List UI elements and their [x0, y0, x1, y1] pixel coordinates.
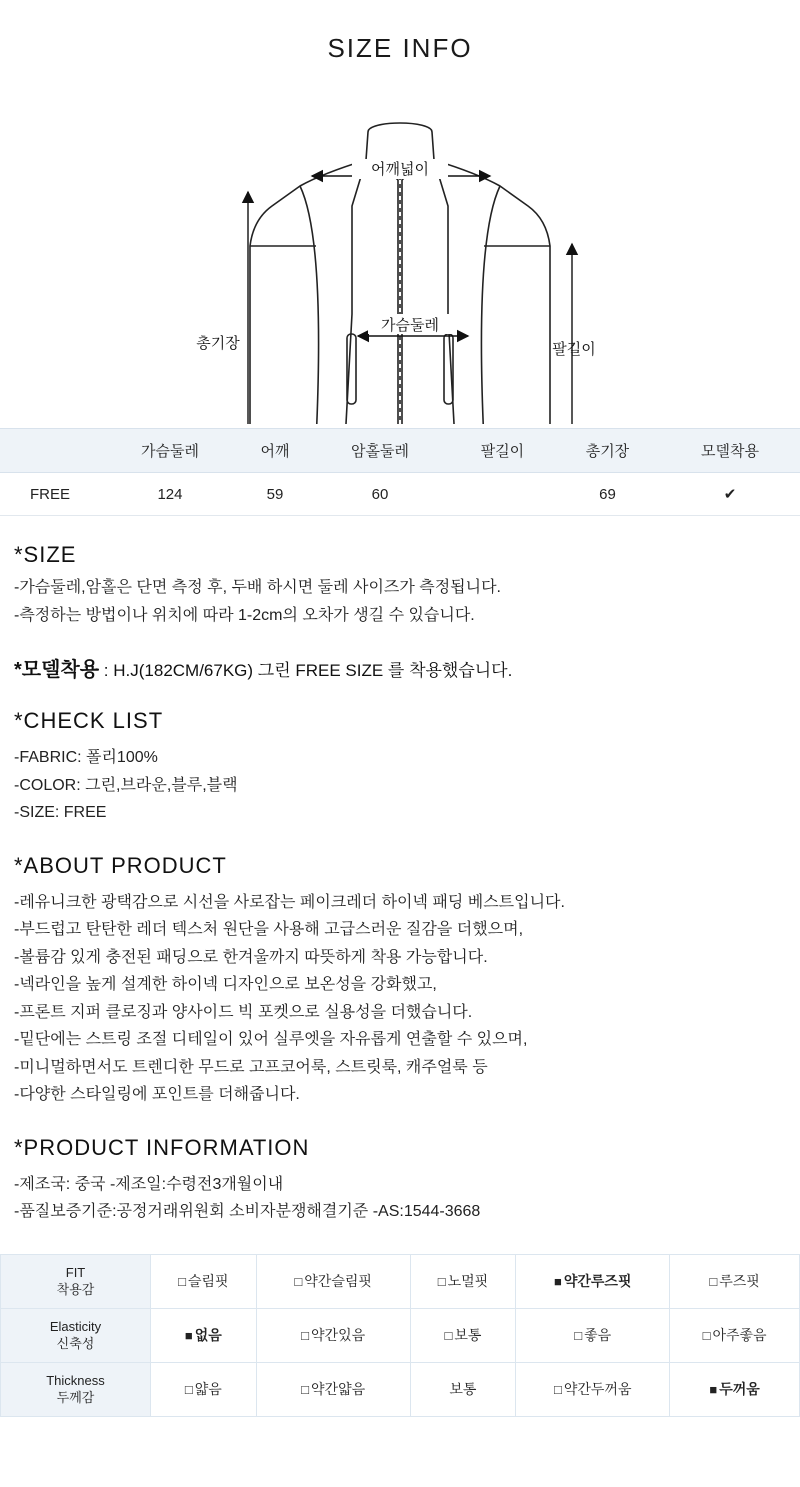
attribute-name-elasticity-kr: 신축성 — [56, 1336, 95, 1352]
size-row-label: FREE — [0, 473, 100, 516]
size-diagram — [0, 64, 800, 424]
checkbox-icon: □ — [301, 1328, 310, 1344]
attribute-name-fit-en: FIT — [65, 1264, 86, 1280]
checkbox-icon: □ — [574, 1328, 583, 1344]
attribute-name-elasticity-en: Elasticity — [49, 1318, 102, 1334]
size-row-armhole: 60 — [310, 473, 450, 516]
attribute-name-fit-kr: 착용감 — [56, 1282, 95, 1298]
checkbox-checked-icon: ■ — [553, 1274, 562, 1290]
attribute-name-elasticity — [1, 1308, 151, 1362]
check-list-size: -SIZE: FREE — [14, 804, 107, 822]
checkbox-icon: □ — [437, 1274, 446, 1290]
attribute-row-fit — [1, 1254, 800, 1308]
size-table — [0, 428, 800, 516]
check-list-fabric: -FABRIC: 폴리100% — [14, 749, 158, 767]
elasticity-option-0[interactable]: ■ 없음 — [151, 1308, 257, 1362]
about-product-heading: *ABOUT PRODUCT — [14, 852, 227, 878]
attribute-name-thickness-kr: 두께감 — [56, 1390, 95, 1406]
checkbox-icon: □ — [301, 1382, 310, 1398]
table-row — [0, 473, 800, 516]
attribute-row-thickness — [1, 1362, 800, 1416]
about-product-line-1: -레유니크한 광택감으로 시선을 사로잡는 페이크레더 하이넥 패딩 베스트입니다. — [14, 893, 565, 911]
elasticity-option-2[interactable]: □ 보통 — [410, 1308, 516, 1362]
size-note-2: -측정하는 방법이나 위치에 따라 1-2cm의 오차가 생길 수 있습니다. — [14, 606, 475, 624]
size-row-shoulder: 59 — [240, 473, 310, 516]
checkbox-icon: □ — [709, 1274, 718, 1290]
checkbox-icon: □ — [184, 1382, 193, 1398]
about-product-line-5: -프론트 지퍼 클로징과 양사이드 빅 포켓으로 실용성을 더했습니다. — [14, 1003, 473, 1021]
size-table-header-row — [0, 429, 800, 473]
size-header-sleeve: 팔길이 — [450, 429, 555, 473]
label-total-length: 총기장 — [196, 335, 240, 352]
label-chest: 가슴둘레 — [381, 317, 439, 334]
model-wear-line — [14, 653, 786, 682]
checkmark-icon: ✔ — [660, 473, 800, 516]
fit-option-1[interactable]: □ 약간슬림핏 — [256, 1254, 410, 1308]
size-header-shoulder: 어깨 — [240, 429, 310, 473]
checkbox-checked-icon: ■ — [709, 1382, 718, 1398]
attribute-name-thickness — [1, 1362, 151, 1416]
checkbox-checked-icon: ■ — [184, 1328, 193, 1344]
label-shoulder-width: 어깨넓이 — [371, 161, 429, 178]
about-product-line-2: -부드럽고 탄탄한 레더 텍스처 원단을 사용해 고급스러운 질감을 더했으며, — [14, 921, 524, 939]
product-detail-content — [0, 542, 800, 1226]
size-header-length: 총기장 — [555, 429, 660, 473]
product-information-heading: *PRODUCT INFORMATION — [14, 1134, 310, 1160]
check-list-heading: *CHECK LIST — [14, 708, 164, 734]
attribute-row-elasticity — [1, 1308, 800, 1362]
check-list-color: -COLOR: 그린,브라운,블루,블랙 — [14, 776, 238, 794]
page-title: SIZE INFO — [327, 33, 473, 63]
model-wear-text: : H.J(182CM/67KG) 그린 FREE SIZE 를 착용했습니다. — [99, 661, 513, 681]
size-header-blank — [0, 429, 100, 473]
about-product-line-8: -다양한 스타일링에 포인트를 더해줍니다. — [14, 1086, 300, 1104]
elasticity-option-1[interactable]: □ 약간있음 — [256, 1308, 410, 1362]
about-product-line-3: -볼륨감 있게 충전된 패딩으로 한겨울까지 따뜻하게 착용 가능합니다. — [14, 948, 488, 966]
label-sleeve-length: 팔길이 — [552, 341, 596, 358]
checkbox-icon: □ — [294, 1274, 303, 1290]
elasticity-option-3[interactable]: □ 좋음 — [516, 1308, 670, 1362]
product-information-line-1: -제조국: 중국 -제조일:수령전3개월이내 — [14, 1175, 284, 1193]
size-row-length: 69 — [555, 473, 660, 516]
product-information-line-2: -품질보증기준:공정거래위원회 소비자분쟁해결기준 -AS:1544-3668 — [14, 1203, 481, 1221]
fit-option-3[interactable]: ■ 약간루즈핏 — [516, 1254, 670, 1308]
attribute-name-thickness-en: Thickness — [46, 1372, 105, 1388]
attribute-table — [0, 1254, 800, 1417]
elasticity-option-4[interactable]: □ 아주좋음 — [670, 1308, 800, 1362]
checkbox-icon: □ — [178, 1274, 186, 1290]
fit-option-2[interactable]: □ 노멀핏 — [410, 1254, 516, 1308]
size-header-armhole: 암홀둘레 — [310, 429, 450, 473]
checkbox-icon: □ — [702, 1328, 711, 1344]
thickness-option-1[interactable]: □ 약간얇음 — [256, 1362, 410, 1416]
thickness-option-4[interactable]: ■ 두꺼움 — [670, 1362, 800, 1416]
checkbox-icon: □ — [444, 1328, 453, 1344]
model-wear-label: *모델착용 — [14, 659, 100, 682]
thickness-option-3[interactable]: □ 약간두꺼움 — [516, 1362, 670, 1416]
size-section-heading: *SIZE — [14, 542, 77, 567]
size-header-model-wear: 모델착용 — [660, 429, 800, 473]
size-note-1: -가슴둘레,암홀은 단면 측정 후, 두배 하시면 둘레 사이즈가 측정됩니다. — [14, 579, 501, 596]
attribute-name-fit — [1, 1254, 151, 1308]
thickness-option-0[interactable]: □ 얇음 — [151, 1362, 257, 1416]
size-header-chest: 가슴둘레 — [100, 429, 240, 473]
fit-option-0[interactable]: □ 슬림핏 — [151, 1254, 257, 1308]
fit-option-4[interactable]: □ 루즈핏 — [670, 1254, 800, 1308]
checkbox-icon: □ — [553, 1382, 562, 1398]
about-product-line-4: -넥라인을 높게 설계한 하이넥 디자인으로 보온성을 강화했고, — [14, 976, 437, 994]
size-row-chest: 124 — [100, 473, 240, 516]
about-product-line-6: -밑단에는 스트링 조절 디테일이 있어 실루엣을 자유롭게 연출할 수 있으며, — [14, 1031, 528, 1049]
thickness-option-2[interactable]: 보통 — [410, 1362, 516, 1416]
size-row-sleeve — [450, 473, 555, 516]
about-product-line-7: -미니멀하면서도 트렌디한 무드로 고프코어룩, 스트릿룩, 캐주얼룩 등 — [14, 1058, 488, 1076]
